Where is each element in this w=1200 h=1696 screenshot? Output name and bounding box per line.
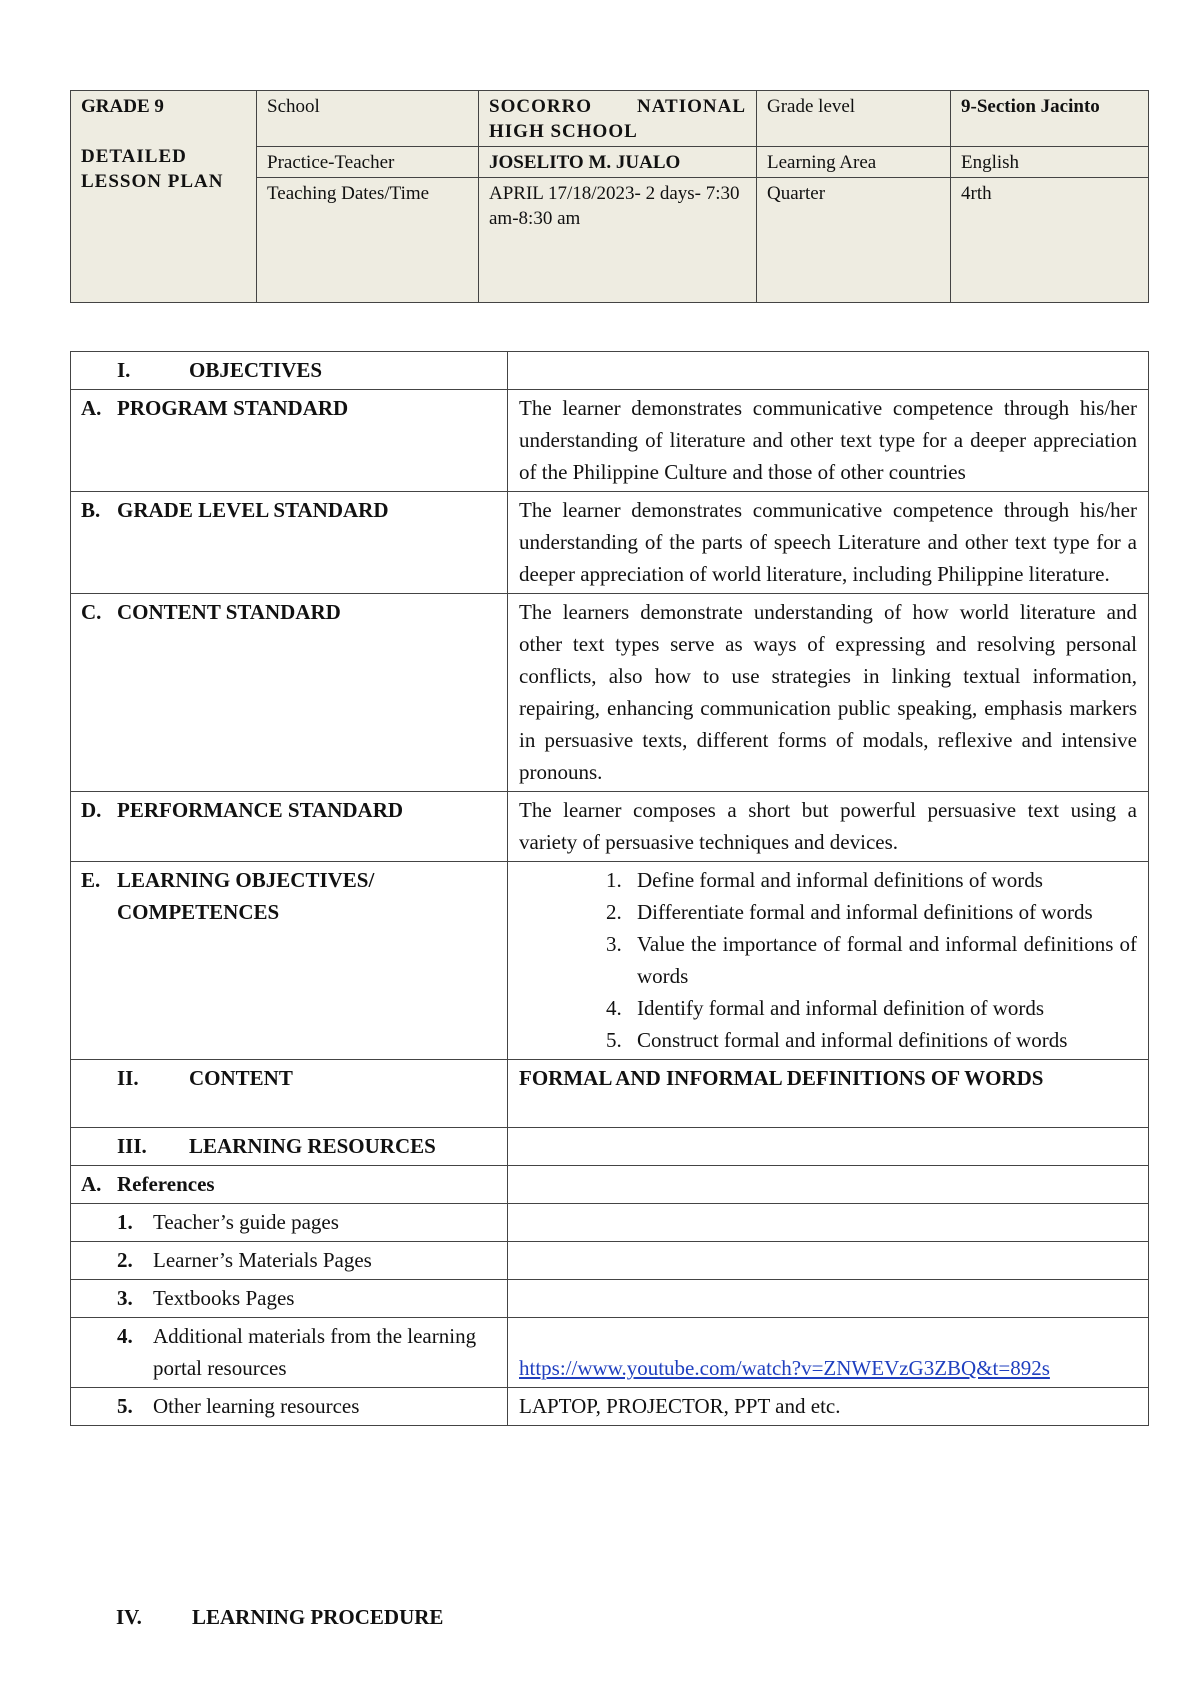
content-value: FORMAL AND INFORMAL DEFINITIONS OF WORDS — [508, 1060, 1149, 1128]
objective-item: 5. Construct formal and informal definitions of words — [627, 1024, 1137, 1056]
learning-objectives-list — [519, 864, 1137, 1056]
resource-value — [508, 1280, 1149, 1318]
lesson-table — [70, 351, 1149, 1426]
resource-label: 5. Other learning resources — [71, 1388, 508, 1426]
resource-label: 1. Teacher’s guide pages — [71, 1204, 508, 1242]
resource-row — [71, 1318, 1149, 1388]
objective-item: 4. Identify formal and informal definition of words — [627, 992, 1137, 1024]
resource-label: 4. Additional materials from the learning portal resources — [71, 1318, 508, 1388]
learning-area-value: English — [951, 147, 1149, 178]
header-table — [70, 90, 1149, 303]
objectives-row — [71, 352, 1149, 390]
resource-value — [508, 1318, 1149, 1388]
dates-label: Teaching Dates/Time — [257, 178, 479, 303]
resource-link[interactable]: https://www.youtube.com/watch?v=ZNWEVzG3ZBQ&t=892s — [519, 1356, 1050, 1380]
resources-heading: III. LEARNING RESOURCES — [71, 1128, 508, 1166]
resource-row — [71, 1242, 1149, 1280]
quarter-label: Quarter — [757, 178, 951, 303]
quarter-value: 4rth — [951, 178, 1149, 303]
learning-objectives-list-cell — [508, 862, 1149, 1060]
references-row — [71, 1166, 1149, 1204]
learning-area-label: Learning Area — [757, 147, 951, 178]
lesson-plan-page — [70, 90, 1148, 1426]
learning-objectives-label: E. LEARNING OBJECTIVES/ COMPETENCES — [71, 862, 508, 1060]
objective-item: 2. Differentiate formal and informal definitions of words — [627, 896, 1137, 928]
program-standard-row — [71, 390, 1149, 492]
learning-objectives-row — [71, 862, 1149, 1060]
resource-value: LAPTOP, PROJECTOR, PPT and etc. — [508, 1388, 1149, 1426]
objective-item: 3. Value the importance of formal and informal definitions of words — [627, 928, 1137, 992]
objective-item: 1. Define formal and informal definitions of words — [627, 864, 1137, 896]
content-standard-label: C. CONTENT STANDARD — [71, 594, 508, 792]
learning-procedure-heading: IV. LEARNING PROCEDURE — [116, 1605, 444, 1629]
plan-grade: GRADE 9 — [81, 96, 164, 117]
grade-level-standard-label: B. GRADE LEVEL STANDARD — [71, 492, 508, 594]
content-standard-text: The learners demonstrate understanding of how world literature and other text types serve as ways of expressing and resolving personal conflicts, also how to use strategies in linking textual information, repairing, enhancing communication public speaking, emphasis markers in persuasive texts, different forms of modals, reflexive and intensive pronouns. — [508, 594, 1149, 792]
references-label: A. References — [71, 1166, 508, 1204]
teacher-label: Practice-Teacher — [257, 147, 479, 178]
resource-row — [71, 1204, 1149, 1242]
resource-label: 3. Textbooks Pages — [71, 1280, 508, 1318]
program-standard-label: A. PROGRAM STANDARD — [71, 390, 508, 492]
resource-value — [508, 1204, 1149, 1242]
plan-title-cell — [71, 91, 257, 303]
grade-level-standard-row — [71, 492, 1149, 594]
grade-level-label: Grade level — [757, 91, 951, 147]
resource-value — [508, 1242, 1149, 1280]
performance-standard-label: D. PERFORMANCE STANDARD — [71, 792, 508, 862]
program-standard-text: The learner demonstrates communicative competence through his/her understanding of literature and other text type for a deeper appreciation of the Philippine Culture and those of other countries — [508, 390, 1149, 492]
performance-standard-row — [71, 792, 1149, 862]
content-standard-row — [71, 594, 1149, 792]
school-value: SOCORRO NATIONAL HIGH SCHOOL — [479, 91, 757, 147]
objectives-heading: I. OBJECTIVES — [71, 352, 508, 390]
teacher-value: JOSELITO M. JUALO — [479, 147, 757, 178]
resource-label: 2. Learner’s Materials Pages — [71, 1242, 508, 1280]
plan-type: DETAILED — [81, 146, 187, 167]
content-row — [71, 1060, 1149, 1128]
dates-value: APRIL 17/18/2023- 2 days- 7:30 am-8:30 am — [479, 178, 757, 303]
resource-row — [71, 1388, 1149, 1426]
school-label: School — [257, 91, 479, 147]
content-heading: II. CONTENT — [71, 1060, 508, 1128]
performance-standard-text: The learner composes a short but powerful persuasive text using a variety of persuasive techniques and devices. — [508, 792, 1149, 862]
resource-row — [71, 1280, 1149, 1318]
grade-level-value: 9-Section Jacinto — [951, 91, 1149, 147]
grade-level-standard-text: The learner demonstrates communicative competence through his/her understanding of the parts of speech Literature and other text type for a deeper appreciation of world literature, including Philippine literature. — [508, 492, 1149, 594]
plan-type-2: LESSON PLAN — [81, 171, 224, 192]
resources-row — [71, 1128, 1149, 1166]
